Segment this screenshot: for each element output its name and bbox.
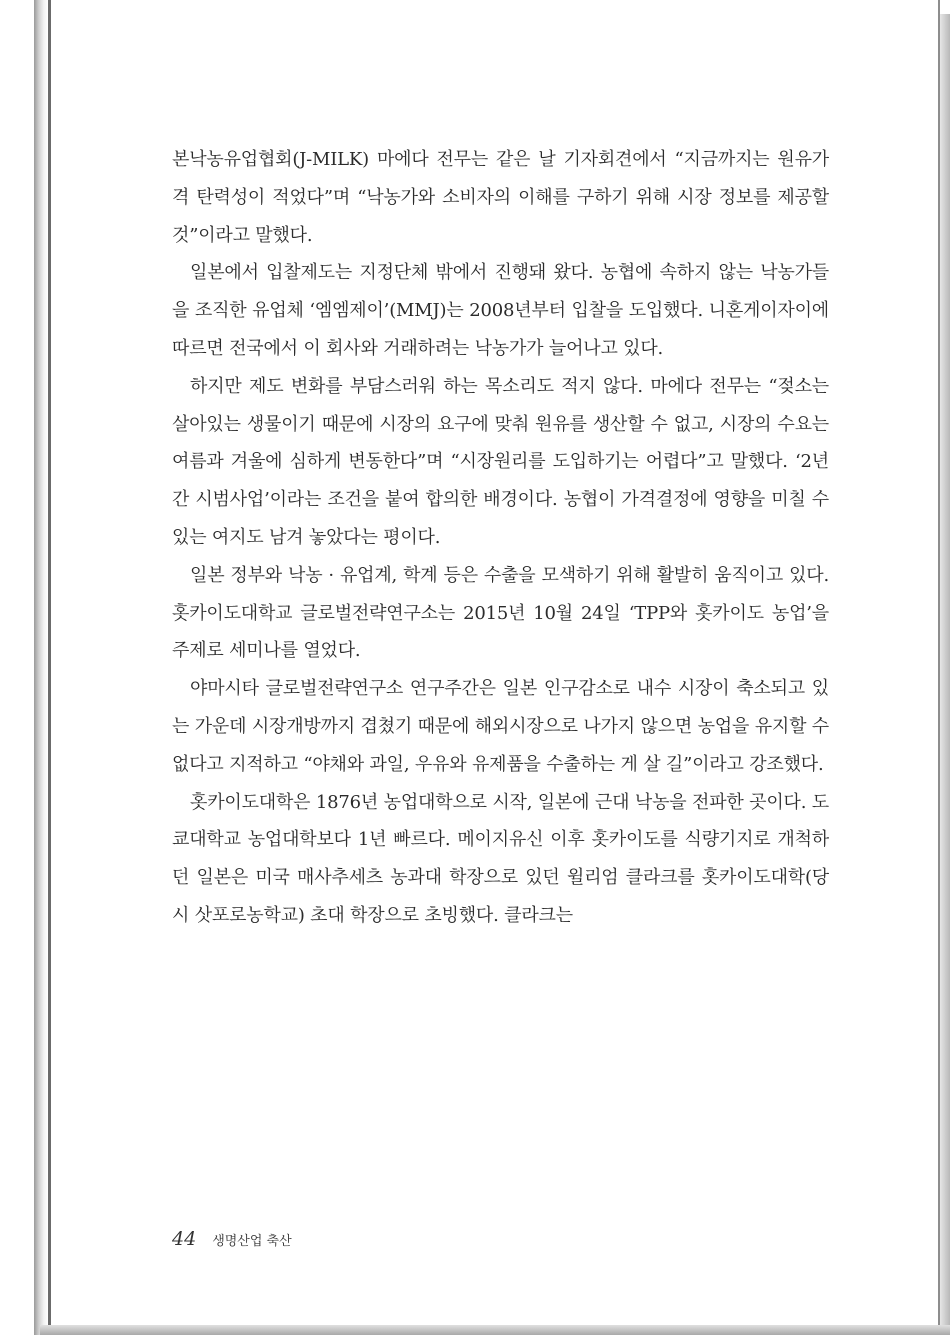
paragraph-1: 본낙농유업협회(J-MILK) 마에다 전무는 같은 날 기자회견에서 “지금까지는 원유가격 탄력성이 적었다”며 “낙농가와 소비자의 이해를 구하기 위해 시장 정보를 제공할 것”이라고 말했다. xyxy=(172,149,829,246)
paragraph-6: 홋카이도대학은 1876년 농업대학으로 시작, 일본에 근대 낙농을 전파한 곳이다. 도쿄대학교 농업대학보다 1년 빠르다. 메이지유신 이후 홋카이도를 식량기지로 개척하던 일본은 미국 매사추세츠 농과대 학장으로 있던 윌리엄 클라크를 홋카이도대학(당시 삿포로농학교) 초대 학장으로 초빙했다. 클라크는 xyxy=(172,791,829,926)
paragraph-5: 야마시타 글로벌전략연구소 연구주간은 일본 인구감소로 내수 시장이 축소되고 있는 가운데 시장개방까지 겹쳤기 때문에 해외시장으로 나가지 않으면 농업을 유지할 수 없다고 지적하고 “야채와 과일, 우유와 유제품을 수출하는 게 살 길”이라고 강조했다. xyxy=(172,678,829,775)
body-text xyxy=(172,141,829,935)
page-right-shadow xyxy=(940,14,950,1335)
paragraph-2: 일본에서 입찰제도는 지정단체 밖에서 진행돼 왔다. 농협에 속하지 않는 낙농가들을 조직한 유업체 ‘엠엠제이’(MMJ)는 2008년부터 입찰을 도입했다. 니혼게이자이에 따르면 전국에서 이 회사와 거래하려는 낙농가가 늘어나고 있다. xyxy=(172,262,829,359)
page-bottom-shadow xyxy=(40,1325,950,1335)
book-spine-edge xyxy=(48,0,51,1335)
running-title: 생명산업 축산 xyxy=(212,1234,292,1249)
paragraph-4: 일본 정부와 낙농 · 유업계, 학계 등은 수출을 모색하기 위해 활발히 움직이고 있다. 홋카이도대학교 글로벌전략연구소는 2015년 10월 24일 ‘TPP와 홋카이도 농업’을 주제로 세미나를 열었다. xyxy=(172,564,829,662)
paragraph-3: 하지만 제도 변화를 부담스러워 하는 목소리도 적지 않다. 마에다 전무는 “젖소는 살아있는 생물이기 때문에 시장의 요구에 맞춰 원유를 생산할 수 없고, 시장의 수요는 여름과 겨울에 심하게 변동한다”며 “시장원리를 도입하기는 어렵다”고 말했다. ‘2년간 시범사업’이라는 조건을 붙여 합의한 배경이다. 농협이 가격결정에 영향을 미칠 수 있는 여지도 남겨 놓았다는 평이다. xyxy=(172,375,829,548)
page-footer xyxy=(172,1228,292,1256)
book-spine-shadow xyxy=(34,0,48,1335)
page-number: 44 xyxy=(172,1228,197,1250)
